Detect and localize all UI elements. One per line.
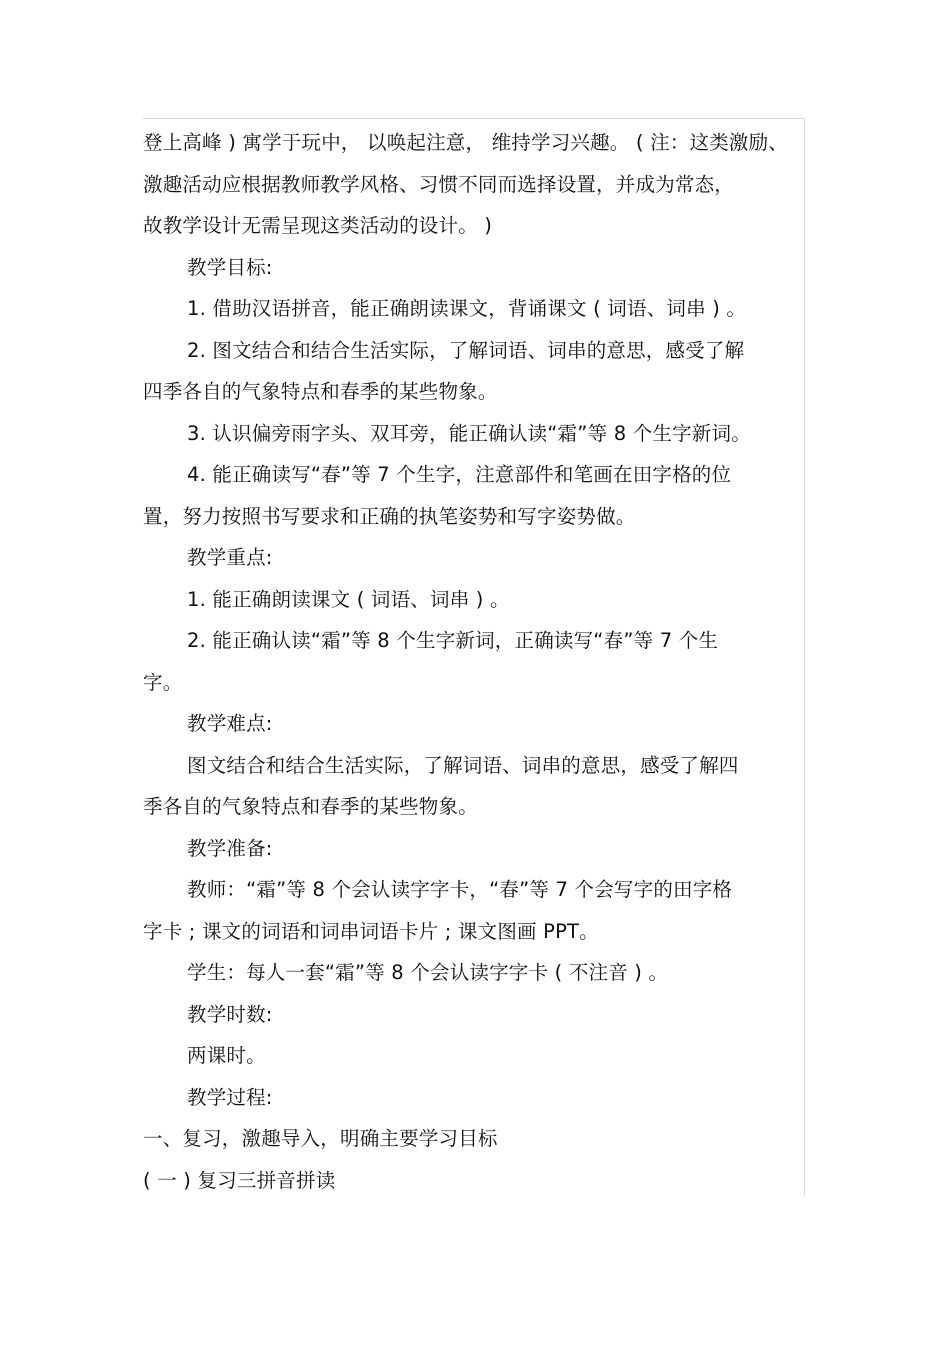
objective-item: 1. 借助汉语拼音，能正确朗读课文，背诵课文 ( 词语、词串 ) 。 [187,297,747,320]
hours-value: 两课时。 [187,1044,266,1067]
text-line: 登上高峰 ) 寓学于玩中， 以唤起注意， 维持学习兴趣。 ( 注：这类激励、 [143,131,789,154]
text-line: 置，努力按照书写要求和正确的执笔姿势和写字姿势做。 [143,504,636,528]
section-heading-key-points: 教学重点: [187,546,273,569]
section-heading-preparation: 教学准备: [187,836,273,860]
text-line: 字。 [143,670,183,694]
process-step-heading: 一、复习，激趣导入，明确主要学习目标 [143,1127,498,1150]
section-heading-hours: 教学时数: [187,1002,273,1026]
text-line: 四季各自的气象特点和春季的某些物象。 [143,380,498,403]
section-heading-difficulties: 教学难点: [187,712,273,735]
difficulty-text: 图文结合和结合生活实际，了解词语、词串的意思，感受了解四 [187,753,739,777]
text-line: 字卡 ; 课文的词语和词串词语卡片 ; 课文图画 PPT。 [143,919,599,943]
process-substep-heading: ( 一 ) 复习三拼音拼读 [143,1168,336,1192]
text-line: 激趣活动应根据教师教学风格、习惯不同而选择设置，并成为常态， [143,172,735,196]
objective-item: 2. 图文结合和结合生活实际，了解词语、词串的意思，感受了解 [187,338,745,362]
objective-item: 3. 认识偏旁雨字头、双耳旁，能正确认读“霜”等 8 个生字新词。 [187,421,751,445]
section-heading-process: 教学过程: [187,1085,273,1109]
text-line: 故教学设计无需呈现这类活动的设计。 ) [143,214,493,237]
preparation-student: 学生：每人一套“霜”等 8 个会认读字字卡 ( 不注音 ) 。 [187,961,669,984]
text-line: 季各自的气象特点和春季的某些物象。 [143,795,478,818]
key-point-item: 2. 能正确认读“霜”等 8 个生字新词，正确读写“春”等 7 个生 [187,629,719,652]
objective-item: 4. 能正确读写“春”等 7 个生字，注意部件和笔画在田字格的位 [187,463,732,486]
document-body [143,122,811,1201]
section-heading-objectives: 教学目标: [187,255,273,279]
preparation-teacher: 教师：“霜”等 8 个会认读字字卡，“春”等 7 个会写字的田字格 [187,878,733,901]
key-point-item: 1. 能正确朗读课文 ( 词语、词串 ) 。 [187,587,510,611]
